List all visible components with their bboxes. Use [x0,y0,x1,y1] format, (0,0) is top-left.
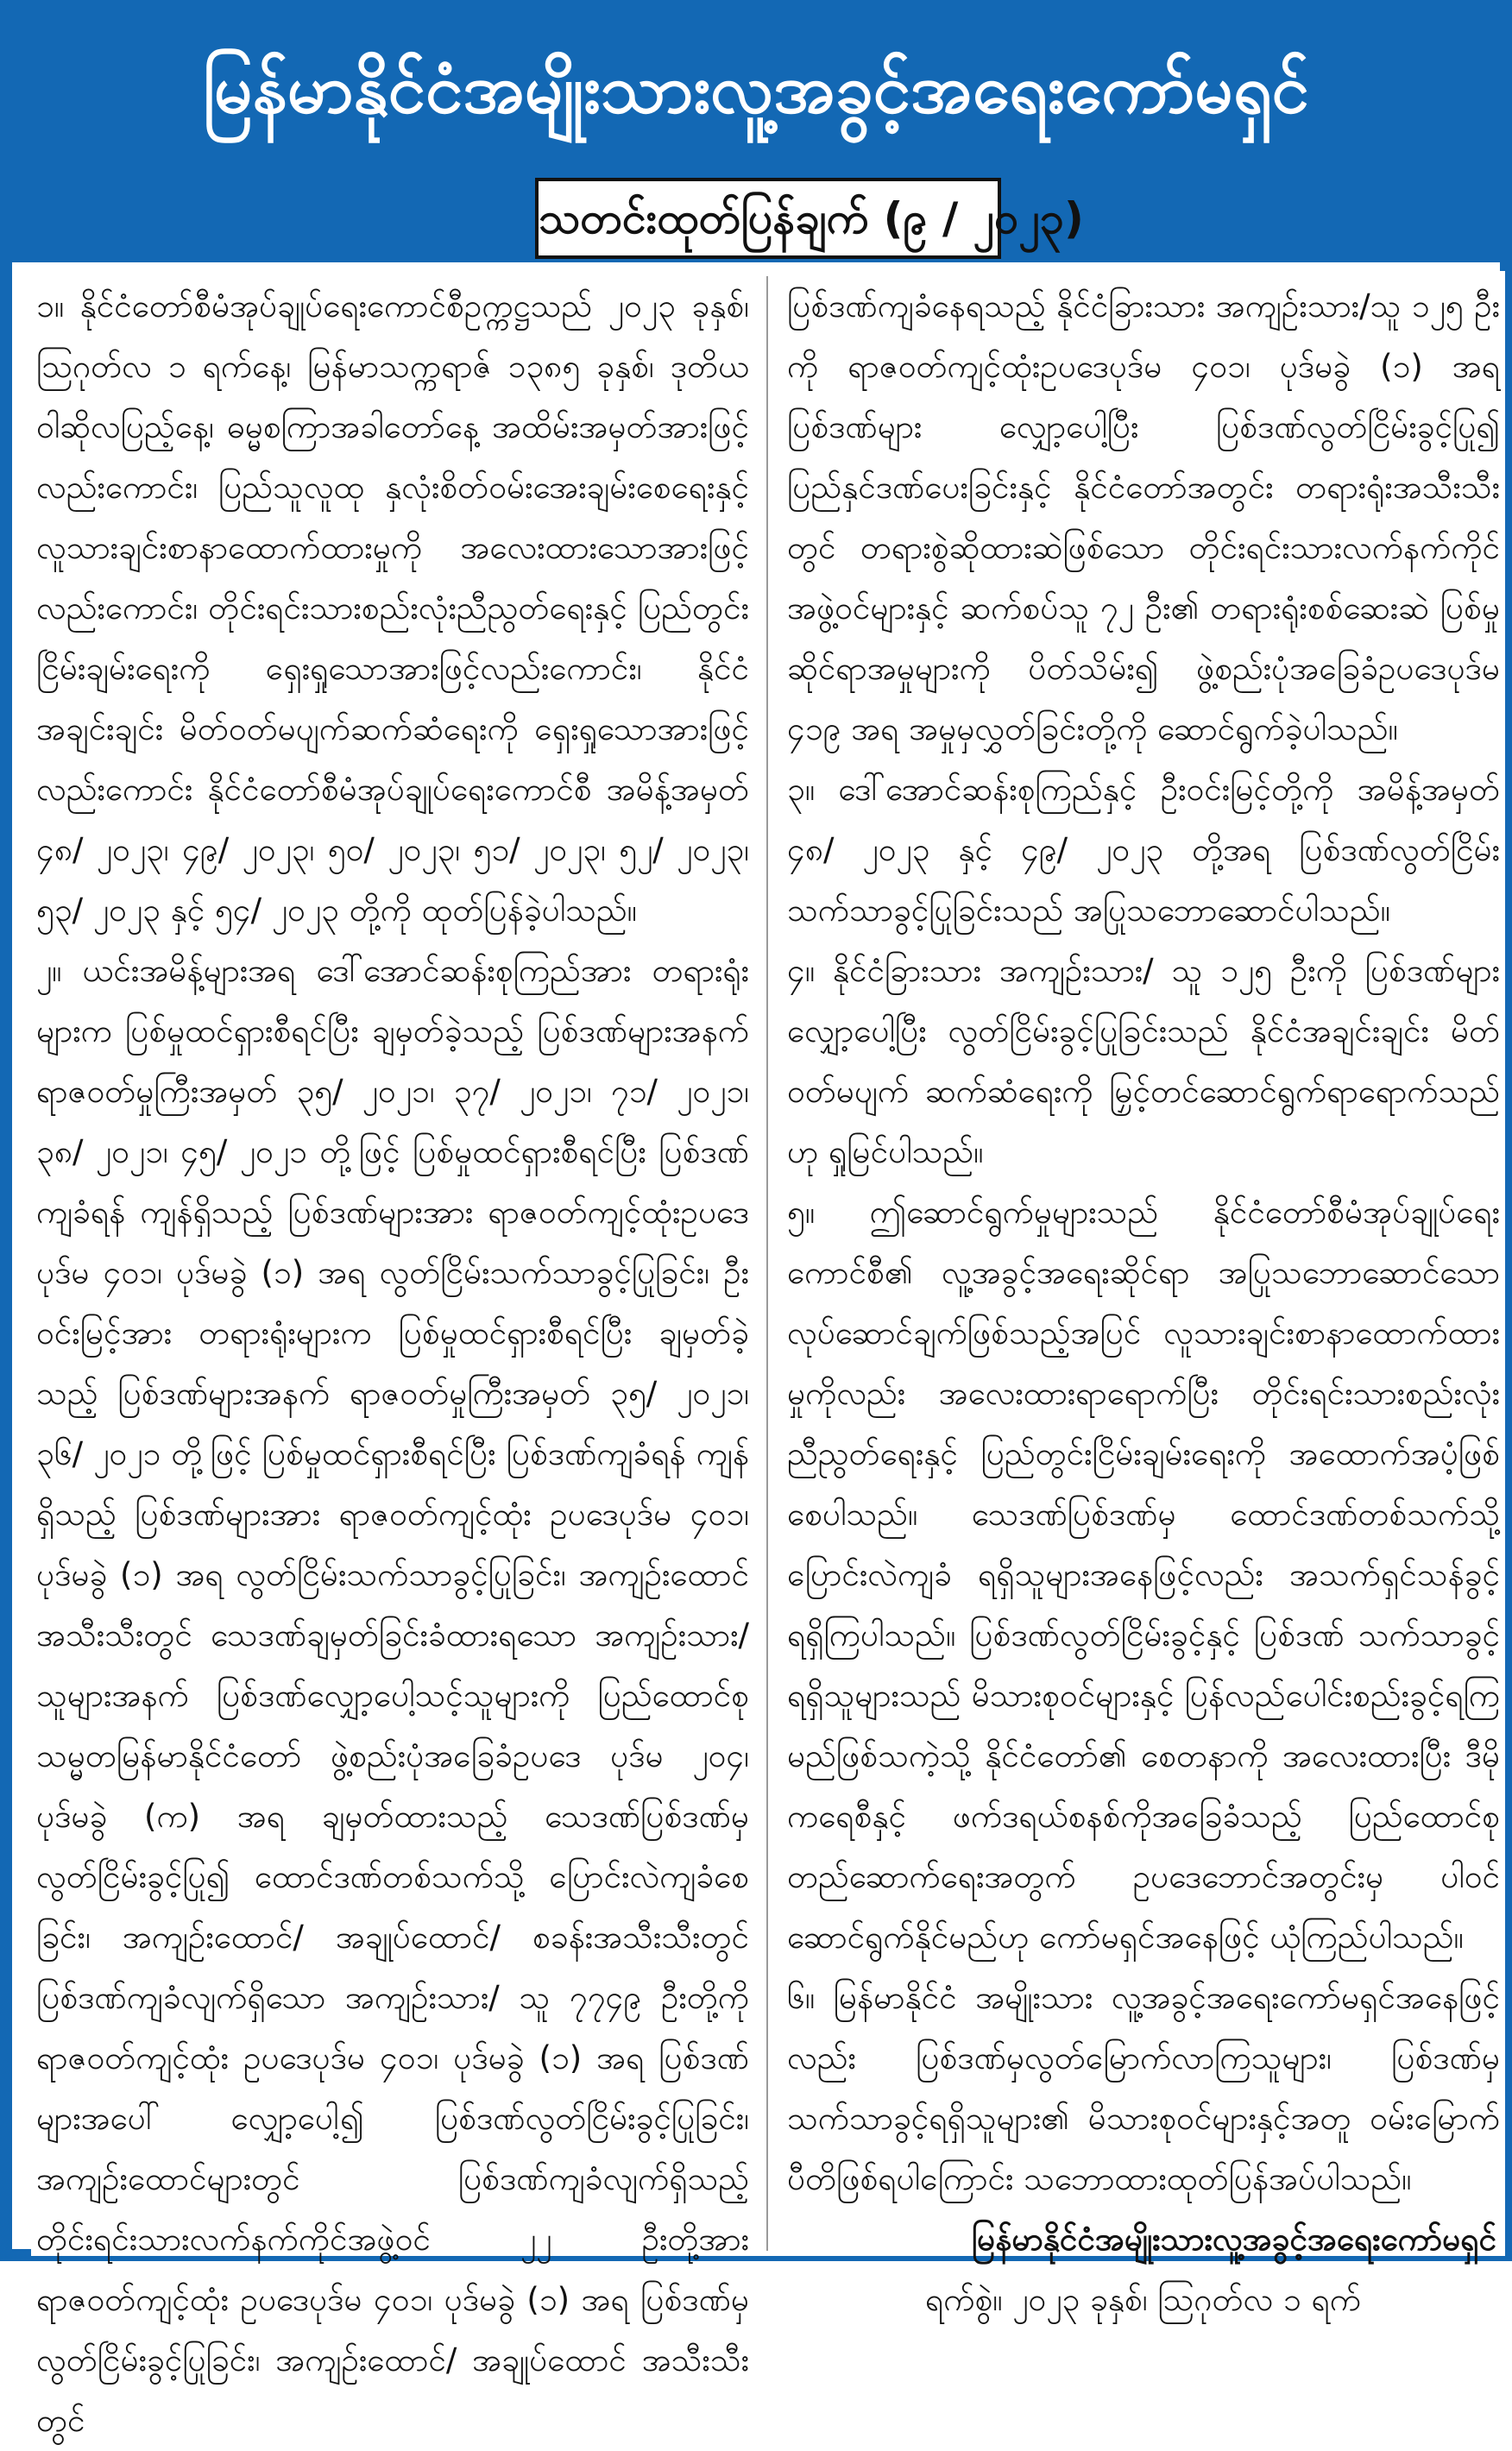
page-title: မြန်မာနိုင်ငံအမျိုးသားလူ့အခွင့်အရေးကော်မရှင် [202,51,1310,129]
paragraph-2: ၂။ ယင်းအမိန့်များအရ ဒေါ်အောင်ဆန်းစုကြည်အား တရားရုံးများက ပြစ်မှုထင်ရှားစီရင်ပြီး ချမှတ်ခဲ့သည့် ပြစ်ဒဏ်များအနက် ရာဇဝတ်မှုကြီးအမှတ် ၃၅/ ၂၀၂၁၊ ၃၇/ ၂၀၂၁၊ ၇၁/ ၂၀၂၁၊ ၃၈/ ၂၀၂၁၊ ၄၅/ ၂၀၂၁ တို့ဖြင့် ပြစ်မှုထင်ရှားစီရင်ပြီး ပြစ်ဒဏ်ကျခံရန် ကျန်ရှိသည့် ပြစ်ဒဏ်များအား ရာဇဝတ်ကျင့်ထုံးဥပဒေပုဒ်မ ၄၀၁၊ ပုဒ်မခွဲ (၁) အရ လွတ်ငြိမ်းသက်သာခွင့်ပြုခြင်း၊ ဦးဝင်းမြင့်အား တရားရုံးများက ပြစ်မှုထင်ရှားစီရင်ပြီး ချမှတ်ခဲ့သည့် ပြစ်ဒဏ်များအနက် ရာဇဝတ်မှုကြီးအမှတ် ၃၅/ ၂၀၂၁၊ ၃၆/ ၂၀၂၁ တို့ဖြင့် ပြစ်မှုထင်ရှားစီရင်ပြီး ပြစ်ဒဏ်ကျခံရန် ကျန်ရှိသည့် ပြစ်ဒဏ်များအား ရာဇဝတ်ကျင့်ထုံး ဥပဒေပုဒ်မ ၄၀၁၊ ပုဒ်မခွဲ (၁) အရ လွတ်ငြိမ်းသက်သာခွင့်ပြုခြင်း၊ အကျဉ်းထောင်အသီးသီးတွင် သေဒဏ်ချမှတ်ခြင်းခံထားရသော အကျဉ်းသား/သူများအနက် ပြစ်ဒဏ်လျှော့ပေါ့သင့်သူများကို ပြည်ထောင်စုသမ္မတမြန်မာနိုင်ငံတော် ဖွဲ့စည်းပုံအခြေခံဥပဒေ ပုဒ်မ ၂၀၄၊ ပုဒ်မခွဲ (က) အရ ချမှတ်ထားသည့် သေဒဏ်ပြစ်ဒဏ်မှ လွတ်ငြိမ်းခွင့်ပြု၍ ထောင်ဒဏ်တစ်သက်သို့ ပြောင်းလဲကျခံစေခြင်း၊ အကျဉ်းထောင်/ အချုပ်ထောင်/ စခန်းအသီးသီးတွင် ပြစ်ဒဏ်ကျခံလျက်ရှိသော အကျဉ်းသား/ သူ ၇၇၄၉ ဦးတို့ကို ရာဇဝတ်ကျင့်ထုံး ဥပဒေပုဒ်မ ၄၀၁၊ ပုဒ်မခွဲ (၁) အရ ပြစ်ဒဏ်များအပေါ် လျှော့ပေါ့၍ ပြစ်ဒဏ်လွတ်ငြိမ်းခွင့်ပြုခြင်း၊ အကျဉ်းထောင်များတွင် ပြစ်ဒဏ်ကျခံလျက်ရှိသည့် တိုင်းရင်းသားလက်နက်ကိုင်အဖွဲ့ဝင် ၂၂ ဦးတို့အား ရာဇဝတ်ကျင့်ထုံး ဥပဒေပုဒ်မ ၄၀၁၊ ပုဒ်မခွဲ (၁) အရ ပြစ်ဒဏ်မှ လွတ်ငြိမ်းခွင့်ပြုခြင်း၊ အကျဉ်းထောင်/ အချုပ်ထောင် အသီးသီးတွင် [36,952,749,2439]
press-release-number: သတင်းထုတ်ပြန်ချက် (၉ / ၂၀၂၃) [535,178,1001,259]
paragraph-4: ၄။ နိုင်ငံခြားသား အကျဉ်းသား/ သူ ၁၂၅ ဦးကို ပြစ်ဒဏ်များ လျှော့ပေါ့ပြီး လွတ်ငြိမ်းခွင့်ပြုခြင်းသည် နိုင်ငံအချင်းချင်း မိတ်ဝတ်မပျက် ဆက်ဆံရေးကို မြှင့်တင်ဆောင်ရွက်ရာရောက်သည်ဟု ရှုမြင်ပါသည်။ [787,952,1500,1170]
paragraph-6: ၆။ မြန်မာနိုင်ငံ အမျိုးသား လူ့အခွင့်အရေးကော်မရှင်အနေဖြင့်လည်း ပြစ်ဒဏ်မှလွတ်မြောက်လာကြသူများ၊ ပြစ်ဒဏ်မှ သက်သာခွင့်ရရှိသူများ၏ မိသားစုဝင်များနှင့်အတူ ဝမ်းမြောက်ပီတိဖြစ်ရပါကြောင်း သဘောထားထုတ်ပြန်အပ်ပါသည်။ [787,1979,1500,2197]
right-column [782,271,1505,2318]
paragraph-2-continued: ပြစ်ဒဏ်ကျခံနေရသည့် နိုင်ငံခြားသား အကျဉ်းသား/သူ ၁၂၅ ဦးကို ရာဇဝတ်ကျင့်ထုံးဥပဒေပုဒ်မ ၄၀၁၊ ပုဒ်မခွဲ (၁) အရ ပြစ်ဒဏ်များ လျှော့ပေါ့ပြီး ပြစ်ဒဏ်လွတ်ငြိမ်းခွင့်ပြု၍ ပြည်နှင်ဒဏ်ပေးခြင်းနှင့် နိုင်ငံတော်အတွင်း တရားရုံးအသီးသီးတွင် တရားစွဲဆိုထားဆဲဖြစ်သော တိုင်းရင်းသားလက်နက်ကိုင်အဖွဲ့ဝင်များနှင့် ဆက်စပ်သူ ၇၂ ဦး၏ တရားရုံးစစ်ဆေးဆဲ ပြစ်မှုဆိုင်ရာအမှုများကို ပိတ်သိမ်း၍ ဖွဲ့စည်းပုံအခြေခံဥပဒေပုဒ်မ ၄၁၉ အရ အမှုမှလွှတ်ခြင်းတို့ကို ဆောင်ရွက်ခဲ့ပါသည်။ [787,287,1500,747]
header-band [12,12,1500,262]
paragraph-1: ၁။ နိုင်ငံတော်စီမံအုပ်ချုပ်ရေးကောင်စီဥက္ကဋ္ဌသည် ၂၀၂၃ ခုနှစ်၊ ဩဂုတ်လ ၁ ရက်နေ့၊ မြန်မာသက္ကရာဇ် ၁၃၈၅ ခုနှစ်၊ ဒုတိယဝါဆိုလပြည့်နေ့၊ ဓမ္မစကြာအခါတော်နေ့ အထိမ်းအမှတ်အားဖြင့်လည်းကောင်း၊ ပြည်သူလူထု နှလုံးစိတ်ဝမ်းအေးချမ်းစေရေးနှင့် လူသားချင်းစာနာထောက်ထားမှုကို အလေးထားသောအားဖြင့်လည်းကောင်း၊ တိုင်းရင်းသားစည်းလုံးညီညွတ်ရေးနှင့် ပြည်တွင်းငြိမ်းချမ်းရေးကို ရှေးရှုသောအားဖြင့်လည်းကောင်း၊ နိုင်ငံအချင်းချင်း မိတ်ဝတ်မပျက်ဆက်ဆံရေးကို ရှေးရှုသောအားဖြင့်လည်းကောင်း နိုင်ငံတော်စီမံအုပ်ချုပ်ရေးကောင်စီ အမိန့်အမှတ် ၄၈/ ၂၀၂၃၊ ၄၉/ ၂၀၂၃၊ ၅၀/ ၂၀၂၃၊ ၅၁/ ၂၀၂၃၊ ၅၂/ ၂၀၂၃၊ ၅၃/ ၂၀၂၃ နှင့် ၅၄/ ၂၀၂၃ တို့ကို ထုတ်ပြန်ခဲ့ပါသည်။ [36,287,749,929]
signature-organization: မြန်မာနိုင်ငံအမျိုးသားလူ့အခွင့်အရေးကော်မရှင် [971,2221,1496,2258]
column-divider [766,276,768,2251]
paragraph-3: ၃။ ဒေါ်အောင်ဆန်းစုကြည်နှင့် ဦးဝင်းမြင့်တို့ကို အမိန့်အမှတ် ၄၈/ ၂၀၂၃ နှင့် ၄၉/ ၂၀၂၃ တို့အရ ပြစ်ဒဏ်လွတ်ငြိမ်းသက်သာခွင့်ပြုခြင်းသည် အပြုသဘောဆောင်ပါသည်။ [787,771,1500,929]
body-columns [31,271,1505,2439]
paragraph-5: ၅။ ဤဆောင်ရွက်မှုများသည် နိုင်ငံတော်စီမံအုပ်ချုပ်ရေးကောင်စီ၏ လူ့အခွင့်အရေးဆိုင်ရာ အပြုသဘောဆောင်သော လုပ်ဆောင်ချက်ဖြစ်သည့်အပြင် လူသားချင်းစာနာထောက်ထားမှုကိုလည်း အလေးထားရာရောက်ပြီး တိုင်းရင်းသားစည်းလုံးညီညွတ်ရေးနှင့် ပြည်တွင်းငြိမ်းချမ်းရေးကို အထောက်အပံ့ဖြစ်စေပါသည်။ သေဒဏ်ပြစ်ဒဏ်မှ ထောင်ဒဏ်တစ်သက်သို့ ပြောင်းလဲကျခံ ရရှိသူများအနေဖြင့်လည်း အသက်ရှင်သန်ခွင့်ရရှိကြပါသည်။ ပြစ်ဒဏ်လွတ်ငြိမ်းခွင့်နှင့် ပြစ်ဒဏ် သက်သာခွင့်ရရှိသူများသည် မိသားစုဝင်များနှင့် ပြန်လည်ပေါင်းစည်းခွင့်ရကြမည်ဖြစ်သကဲ့သို့ နိုင်ငံတော်၏ စေတနာကို အလေးထားပြီး ဒီမိုကရေစီနှင့် ဖက်ဒရယ်စနစ်ကိုအခြေခံသည့် ပြည်ထောင်စုတည်ဆောက်ရေးအတွက် ဥပဒေဘောင်အတွင်းမှ ပါဝင်ဆောင်ရွက်နိုင်မည်ဟု ကော်မရှင်အနေဖြင့် ယုံကြည်ပါသည်။ [787,1194,1500,1956]
left-column [31,271,754,2439]
signature-date: ရက်စွဲ။ ၂၀၂၃ ခုနှစ်၊ ဩဂုတ်လ ၁ ရက် [925,2281,1361,2318]
